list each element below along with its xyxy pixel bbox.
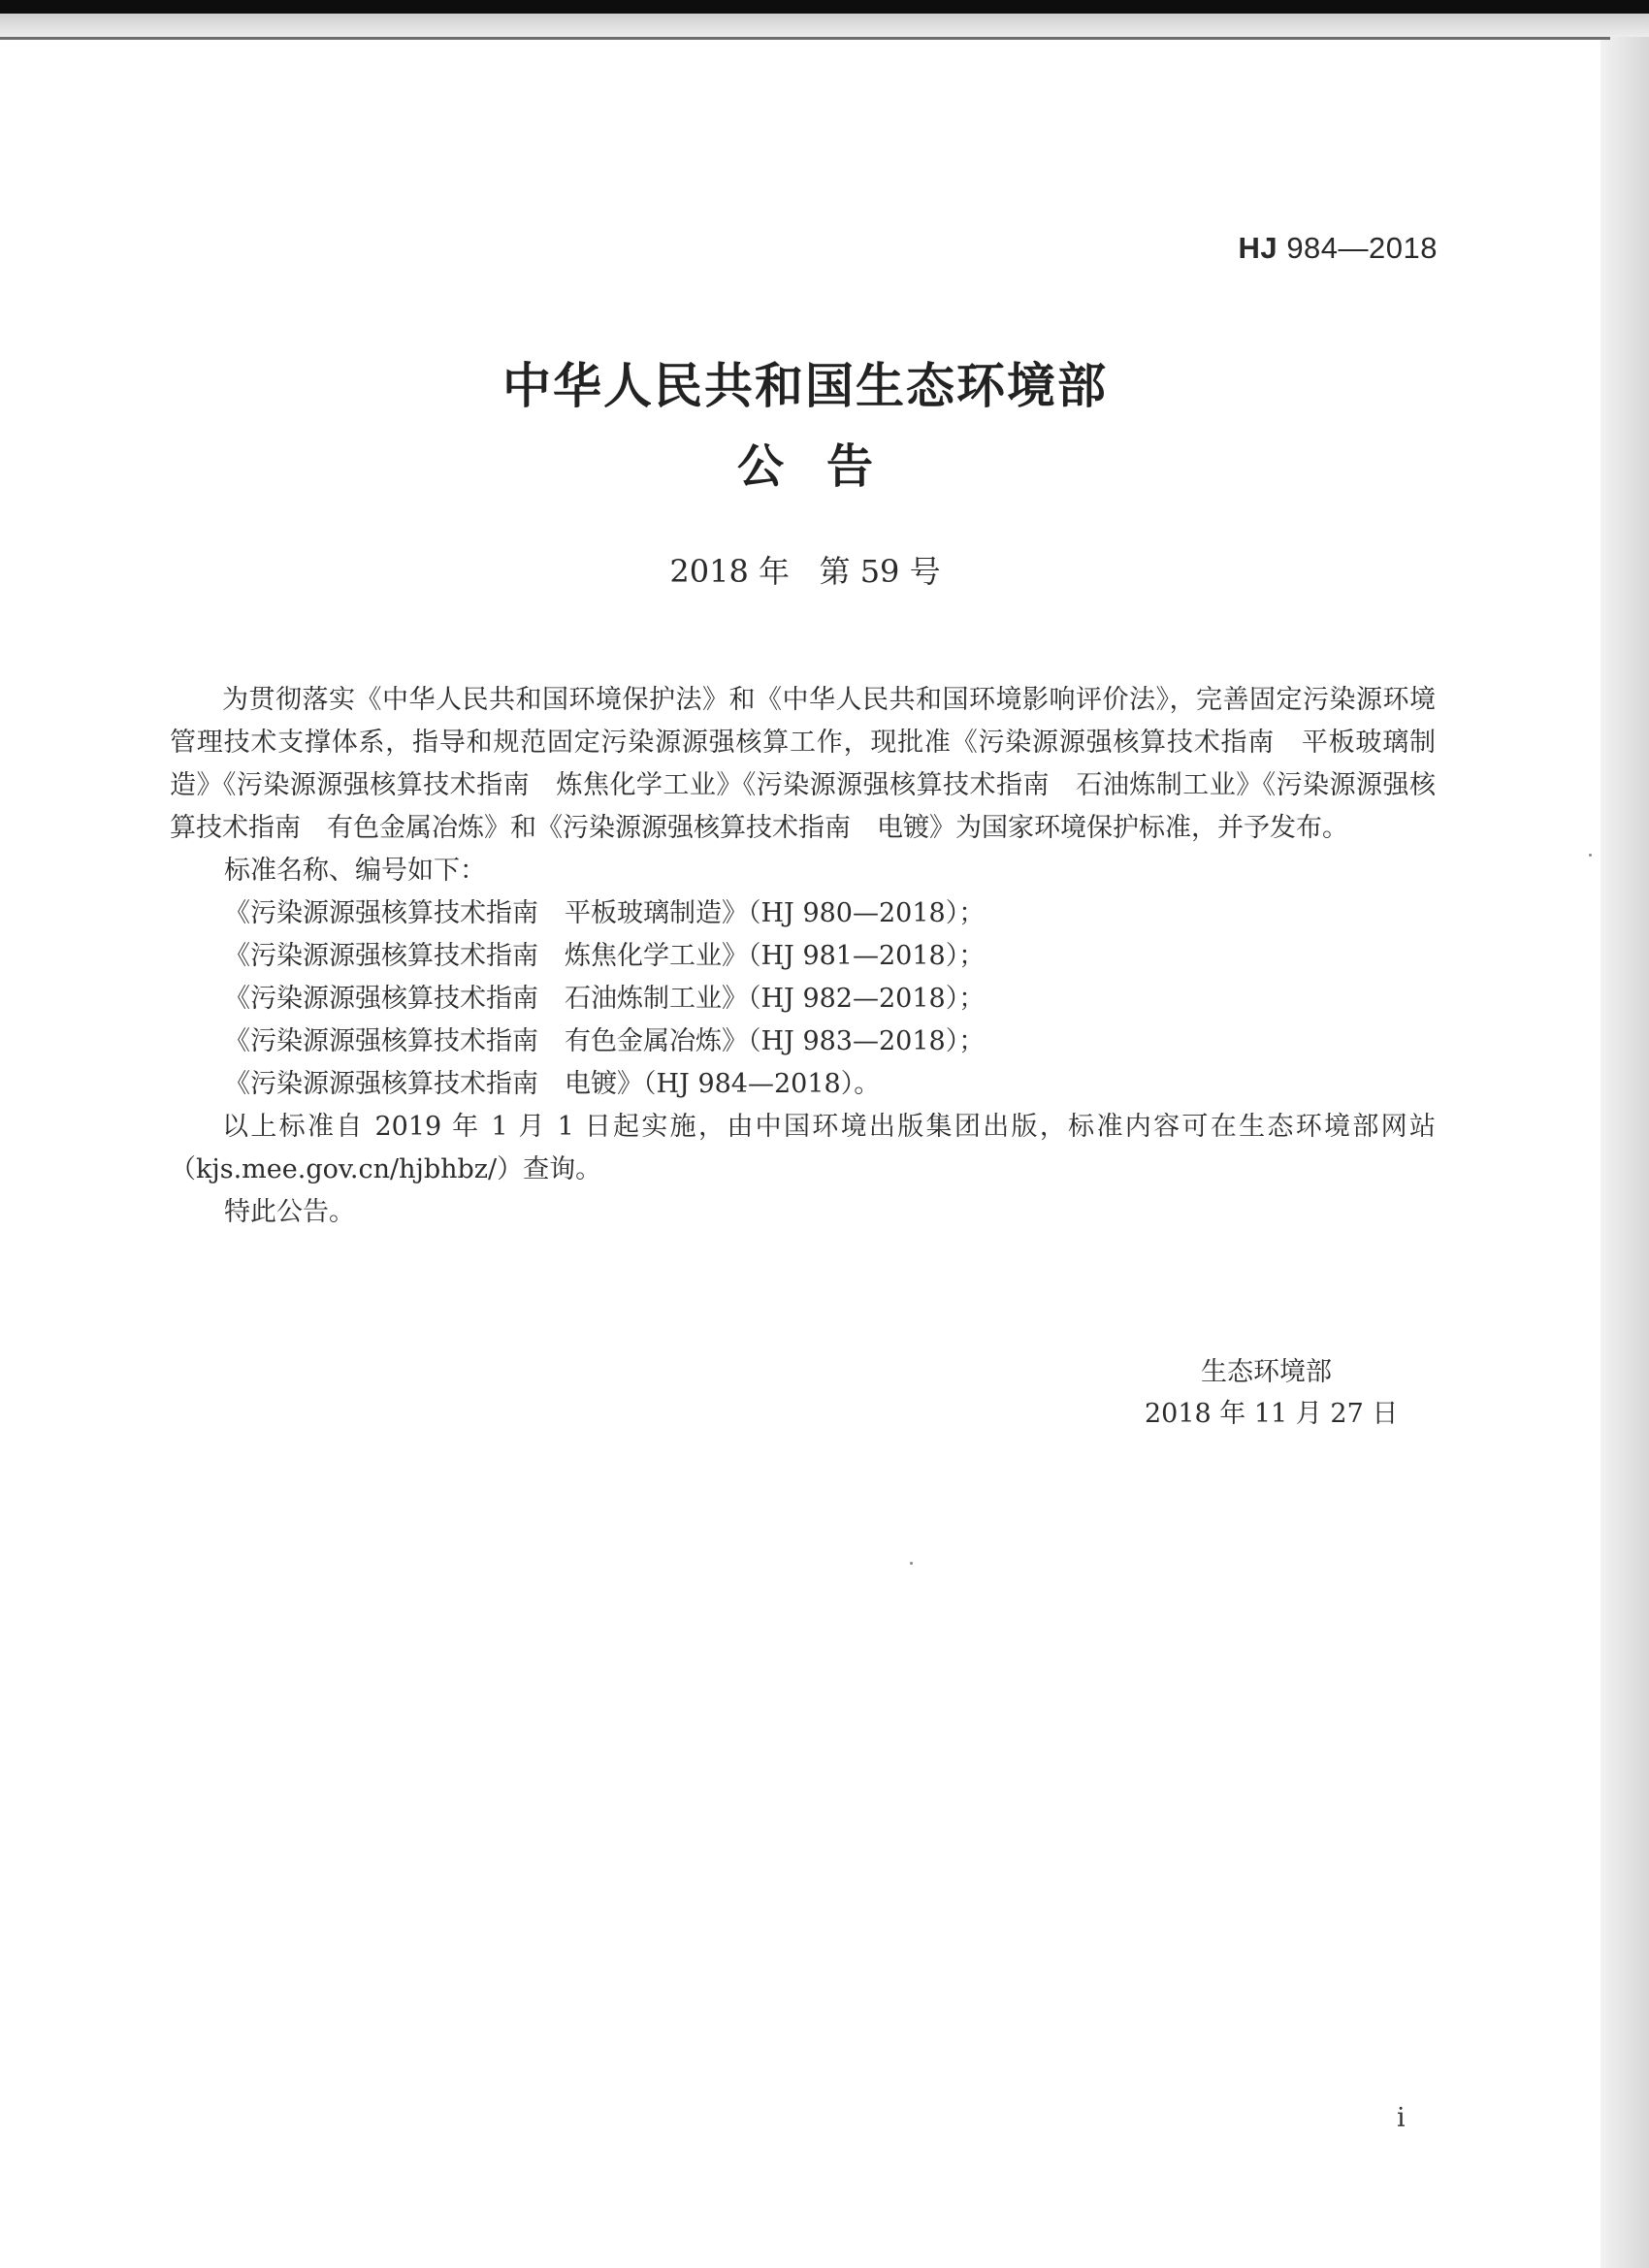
issue-date: 2018 年 11 月 27 日	[1145, 1399, 1399, 1429]
scan-speck	[910, 1562, 913, 1565]
announcement-body	[170, 679, 1436, 1234]
notice-number: 2018 年 第 59 号	[669, 553, 941, 590]
page-top-edge	[0, 37, 1610, 40]
implementation-paragraph: 以上标准自 2019 年 1 月 1 日起实施，由中国环境出版集团出版，标准内容可在生态环境部网站（kjs.mee.gov.cn/hjbhbz/）查询。	[170, 1112, 1436, 1184]
page-title: 中华人民共和国生态环境部	[502, 358, 1108, 414]
heading-char-1: 公	[736, 439, 784, 494]
scan-speck	[1589, 854, 1592, 857]
standard-prefix: HJ	[1238, 231, 1278, 265]
body-paragraph: 为贯彻落实《中华人民共和国环境保护法》和《中华人民共和国环境影响评价法》，完善固定污染源环境管理技术支撑体系，指导和规范固定污染源源强核算工作，现批准《污染源源强核算技术指南 平板玻璃制造》《污染源源强核算技术指南 炼焦化学工业》《污染源源强核算技术指南 石油炼制工业》《污染源源强核算技术指南 有色金属冶炼》和《污染源源强核算技术指南 电镀》为国家环境保护标准，并予发布。	[170, 685, 1436, 843]
signature-block	[1145, 1351, 1398, 1435]
heading-char-2: 告	[826, 439, 874, 494]
closing-line: 特此公告。	[224, 1197, 355, 1227]
standard-item: 《污染源源强核算技术指南 炼焦化学工业》（HJ 981—2018）；	[224, 941, 986, 971]
standard-code	[1239, 231, 1438, 266]
standard-item: 《污染源源强核算技术指南 石油炼制工业》（HJ 982—2018）；	[224, 984, 986, 1014]
standard-item: 《污染源源强核算技术指南 电镀》（HJ 984—2018）。	[224, 1069, 881, 1099]
standard-item: 《污染源源强核算技术指南 有色金属冶炼》（HJ 983—2018）；	[224, 1026, 986, 1056]
scan-top-band	[0, 0, 1649, 14]
page-number: i	[1397, 2103, 1406, 2133]
standard-number: 984—2018	[1286, 231, 1438, 265]
standard-item: 《污染源源强核算技术指南 平板玻璃制造》（HJ 980—2018）；	[224, 898, 986, 928]
issuing-organization: 生态环境部	[1201, 1357, 1332, 1387]
announcement-heading	[0, 429, 1610, 496]
list-intro: 标准名称、编号如下：	[224, 856, 486, 886]
